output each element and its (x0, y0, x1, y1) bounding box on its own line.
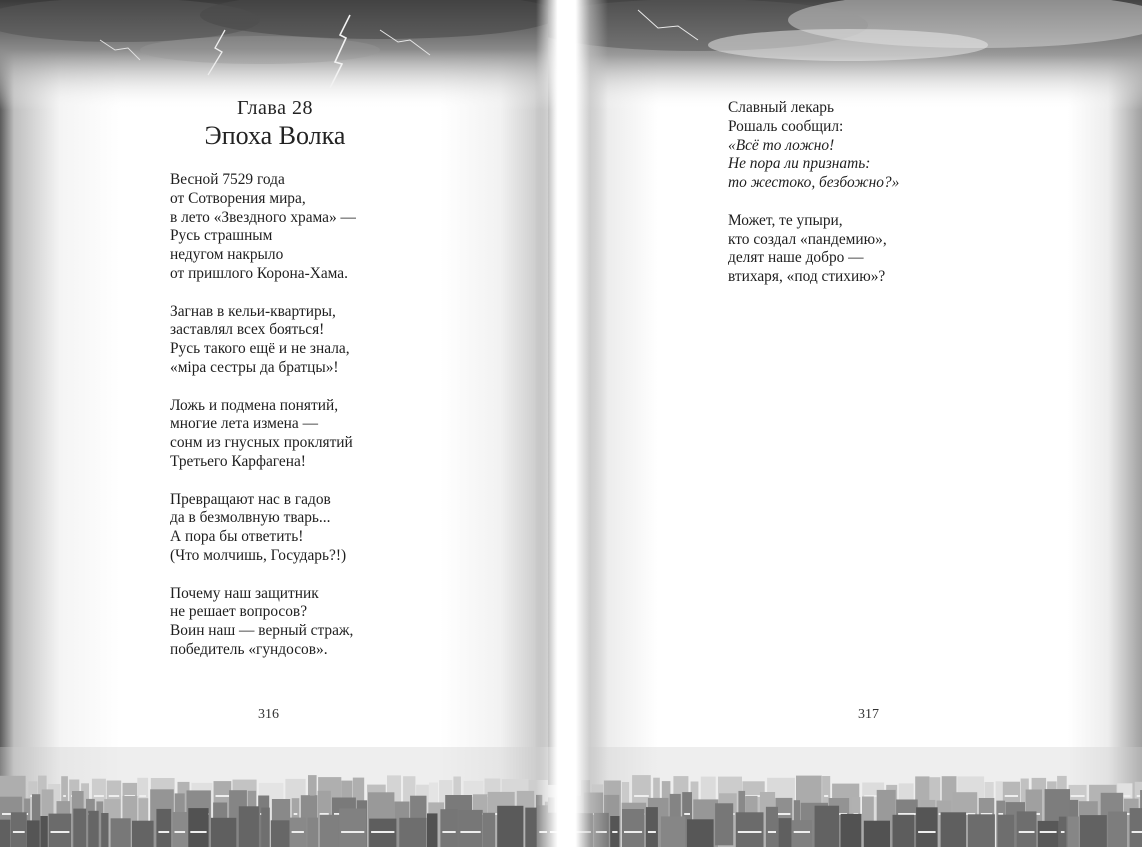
stanza (170, 303, 410, 378)
poem-line: «Всё то ложно! (728, 136, 835, 154)
poem-line: не решает вопросов? (170, 603, 308, 621)
book-gutter (536, 0, 608, 847)
stanza (170, 491, 410, 566)
stanza (170, 397, 410, 472)
poem-line: Ложь и подмена понятий, (170, 396, 339, 414)
poem-line: в лето «Звездного храма» — (170, 208, 356, 226)
stanza (170, 171, 410, 284)
poem-line: победитель «гундосов». (170, 640, 328, 658)
poem-line: кто создал «пандемию», (728, 230, 887, 248)
poem-line: Не пора ли признать: (728, 155, 871, 173)
poem-line: Загнав в кельи-квартиры, (170, 302, 336, 320)
poem-line: сонм из гнусных проклятий (170, 434, 353, 452)
poem-line: делят наше добро — (728, 249, 864, 267)
stanza (728, 99, 968, 193)
city-panorama-image (0, 747, 548, 847)
poem-line: (Что молчишь, Государь?!) (170, 546, 347, 564)
poem-line: Может, те упыри, (728, 211, 843, 229)
poem-line: Весной 7529 года (170, 171, 285, 188)
page-number-left: 316 (258, 707, 279, 722)
poem-right (728, 99, 968, 306)
poem-line: Воин наш — верный страж, (170, 622, 354, 640)
page-number-right: 317 (858, 707, 879, 722)
chapter-title: Эпоха Волка (204, 121, 346, 150)
left-page (0, 0, 548, 847)
poem-line: от Сотворения мира, (170, 189, 306, 207)
poem-line: от пришлого Корона-Хама. (170, 264, 348, 282)
poem-line: втихаря, «под стихию»? (728, 268, 886, 286)
poem-line: Рошаль сообщил: (728, 117, 844, 135)
stormy-sky-image (548, 0, 1142, 110)
poem-line: Славный лекарь (728, 99, 835, 116)
poem-line: заставлял всех бояться! (170, 321, 325, 339)
stanza (170, 585, 410, 660)
poem-line: то жестоко, безбожно?» (728, 174, 900, 192)
poem-line: недугом накрыло (170, 246, 284, 264)
poem-line: Третьего Карфагена! (170, 452, 306, 470)
poem-line: Русь страшным (170, 227, 273, 245)
poem-line: многие лета измена — (170, 415, 318, 433)
poem-line: «міра сестры да братцы»! (170, 358, 339, 376)
poem-line: да в безмолвную тварь... (170, 509, 331, 527)
city-panorama-image (548, 747, 1142, 847)
stanza (728, 212, 968, 287)
chapter-number: Глава 28 (237, 97, 313, 119)
poem-line: А пора бы ответить! (170, 528, 304, 546)
poem-line: Почему наш защитник (170, 584, 319, 602)
poem-line: Превращают нас в гадов (170, 490, 331, 508)
poem-line: Русь такого ещё и не знала, (170, 340, 350, 358)
right-page (548, 0, 1142, 847)
poem-left (170, 171, 410, 679)
stormy-sky-image (0, 0, 548, 110)
